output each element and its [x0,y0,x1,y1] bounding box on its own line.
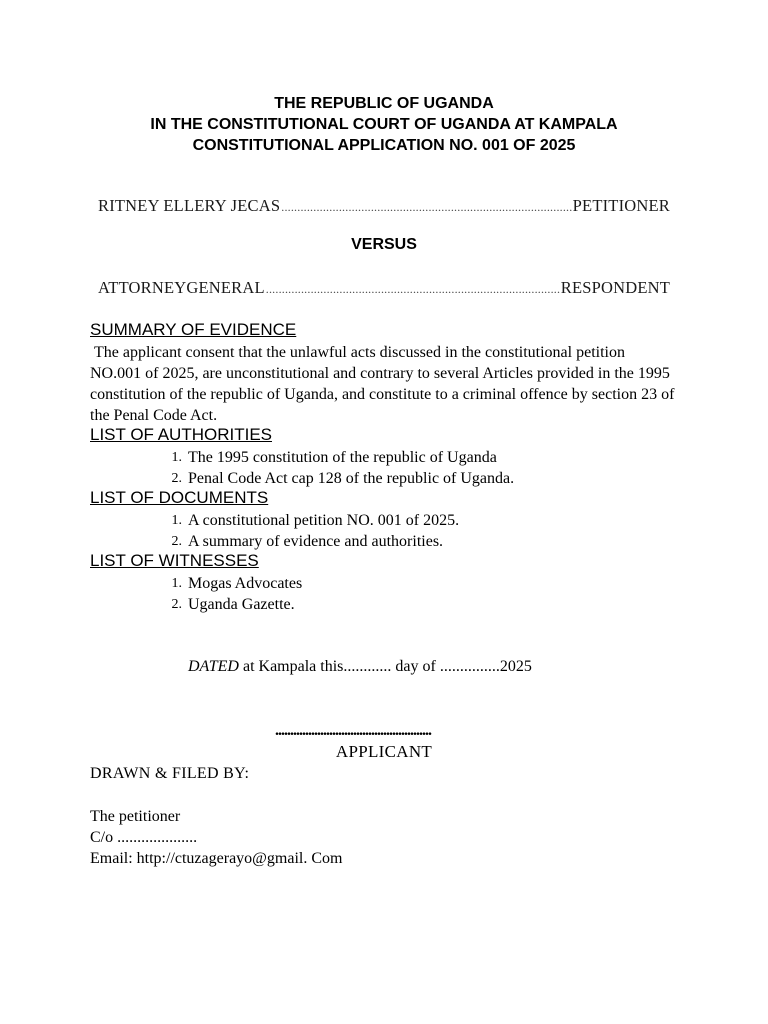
list-item-text: Mogas Advocates [188,575,303,592]
petitioner-role: PETITIONER [572,196,670,215]
list-item [156,573,302,594]
list-item [156,468,514,489]
list-number: 1. [171,450,182,465]
email-line: Email: http://ctuzagerayo@gmail. Com [90,850,343,867]
witnesses-heading: LIST OF WITNESSES [90,551,259,570]
respondent-name: ATTORNEYGENERAL [98,278,265,297]
list-item [156,594,302,615]
respondent-row [98,278,670,298]
respondent-role: RESPONDENT [560,278,670,297]
petitioner-line: The petitioner [90,808,181,825]
drawn-filed-by: DRAWN & FILED BY: [90,765,250,782]
court-heading [0,93,768,156]
petitioner-name: RITNEY ELLERY JECAS [98,196,281,215]
list-number: 2. [171,534,182,549]
application-number: CONSTITUTIONAL APPLICATION NO. 001 OF 2025 [192,137,576,154]
petitioner-row [98,196,670,216]
witnesses-list [156,573,302,615]
list-item-text: A constitutional petition NO. 001 of 2025. [188,512,460,529]
applicant-label: APPLICANT [335,742,433,761]
list-number: 1. [171,513,182,528]
dated-word: DATED [188,658,239,675]
list-item-text: A summary of evidence and authorities. [188,533,444,550]
petitioner-dots [281,200,571,215]
respondent-dots [266,282,560,297]
list-item-text: The 1995 constitution of the republic of Uganda [188,449,497,466]
versus-label: VERSUS [351,236,417,253]
authorities-heading: LIST OF AUTHORITIES [90,425,272,444]
documents-heading: LIST OF DOCUMENTS [90,488,269,507]
list-number: 2. [171,471,182,486]
list-item-text: Uganda Gazette. [188,596,295,613]
list-item [156,531,459,552]
signature-line: .................................................... [275,722,431,739]
documents-list [156,510,459,552]
summary-text: The applicant consent that the unlawful acts discussed in the constitutional petition NO.001 of 2025, are unconstitutional and contrary to several Articles provided in the 1995 constitution of the republic of Uganda, and constitute to a criminal offence by section 23 of the Penal Code Act. [90,344,675,424]
republic-title: THE REPUBLIC OF UGANDA [274,95,494,112]
list-item-text: Penal Code Act cap 128 of the republic of Uganda. [188,470,515,487]
summary-heading: SUMMARY OF EVIDENCE [90,320,297,339]
list-item [156,447,514,468]
dated-line [188,658,532,676]
list-number: 2. [171,597,182,612]
list-number: 1. [171,576,182,591]
care-of-line: C/o .................... [90,829,198,846]
authorities-list [156,447,514,489]
filing-details [90,806,342,869]
list-item [156,510,459,531]
court-title: IN THE CONSTITUTIONAL COURT OF UGANDA AT KAMPALA [150,116,618,133]
dated-rest: at Kampala this............ day of ...............2025 [238,658,532,675]
